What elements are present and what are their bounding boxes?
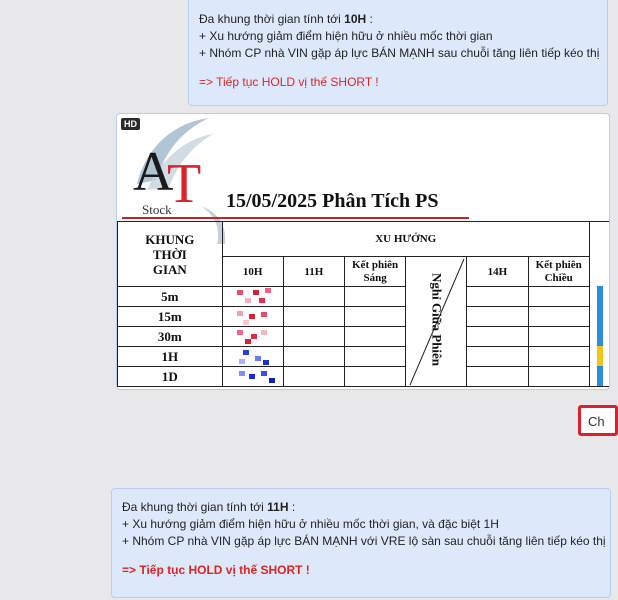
message-bullet: + Nhóm CP nhà VIN gặp áp lực BÁN MẠNH sau chuỗi tăng liên tiếp kéo thị [199,46,600,60]
row-1h: 1H [118,347,223,367]
cell-1h-10h [222,347,283,367]
hd-badge: HD [121,118,140,130]
trend-table [117,221,609,387]
edge-marker [597,366,603,386]
pixelated-marker [235,348,285,366]
break-label: Nghỉ Giữa Phiên [429,273,445,367]
logo-letter-t: T [167,153,202,215]
col-ket-phien-sang: Kết phiên Sáng [344,257,405,287]
cell [283,347,344,367]
cell [283,367,344,387]
break-column [406,257,467,387]
cell [344,367,405,387]
pixelated-marker [235,328,285,346]
header-trend: XU HƯỚNG [222,222,589,257]
cell [344,347,405,367]
edge-marker [597,286,603,346]
cell [467,367,528,387]
message-intro: Đa khung thời gian tính tới 11H : [122,500,296,514]
message-conclusion: => Tiếp tục HOLD vị thế SHORT ! [122,563,310,577]
row-1d: 1D [118,367,223,387]
pixelated-marker [235,308,285,326]
cell [283,327,344,347]
cell [528,347,589,367]
chat-message-10h [188,0,608,106]
cell [528,287,589,307]
cell-30m-10h [222,327,283,347]
cell [344,327,405,347]
message-bullet: + Nhóm CP nhà VIN gặp áp lực BÁN MẠNH với VRE lộ sàn sau chuỗi tăng liên tiếp kéo thị [122,534,606,548]
break-diagonal [406,257,468,387]
analysis-image[interactable] [116,113,610,390]
logo-stock-text: Stock [142,202,172,217]
chat-message-11h [111,488,611,598]
col-11h: 11H [283,257,344,287]
row-5m: 5m [118,287,223,307]
message-bullet: + Xu hướng giảm điểm hiện hữu ở nhiều mốc thời gian, và đặc biệt 1H [122,517,499,531]
col-14h: 14H [467,257,528,287]
logo-letter-a: A [133,141,174,203]
edge-marker [597,346,603,366]
pixelated-marker [235,288,285,306]
message-bullet: + Xu hướng giảm điểm hiện hữu ở nhiều mốc thời gian [199,29,493,43]
pixelated-marker [235,368,285,386]
analysis-title: 15/05/2025 Phân Tích PS [226,190,439,212]
cell-1d-10h [222,367,283,387]
cell [283,307,344,327]
cell [467,287,528,307]
cell [344,307,405,327]
header-timeframe: KHUNG THỜI GIAN [118,222,223,287]
cell [467,327,528,347]
at-stock-logo [117,114,227,222]
cell [528,307,589,327]
col-10h: 10H [222,257,283,287]
cell [283,287,344,307]
title-underline [122,217,469,219]
message-conclusion: => Tiếp tục HOLD vị thế SHORT ! [199,75,379,89]
cell [467,347,528,367]
cell [467,307,528,327]
message-intro: Đa khung thời gian tính tới 10H : [199,12,373,26]
cell-15m-10h [222,307,283,327]
cell [528,327,589,347]
cell [344,287,405,307]
partial-action-button[interactable]: Ch [578,405,618,436]
cell [528,367,589,387]
cell-5m-10h [222,287,283,307]
row-15m: 15m [118,307,223,327]
col-ket-phien-chieu: Kết phiên Chiều [528,257,589,287]
row-30m: 30m [118,327,223,347]
